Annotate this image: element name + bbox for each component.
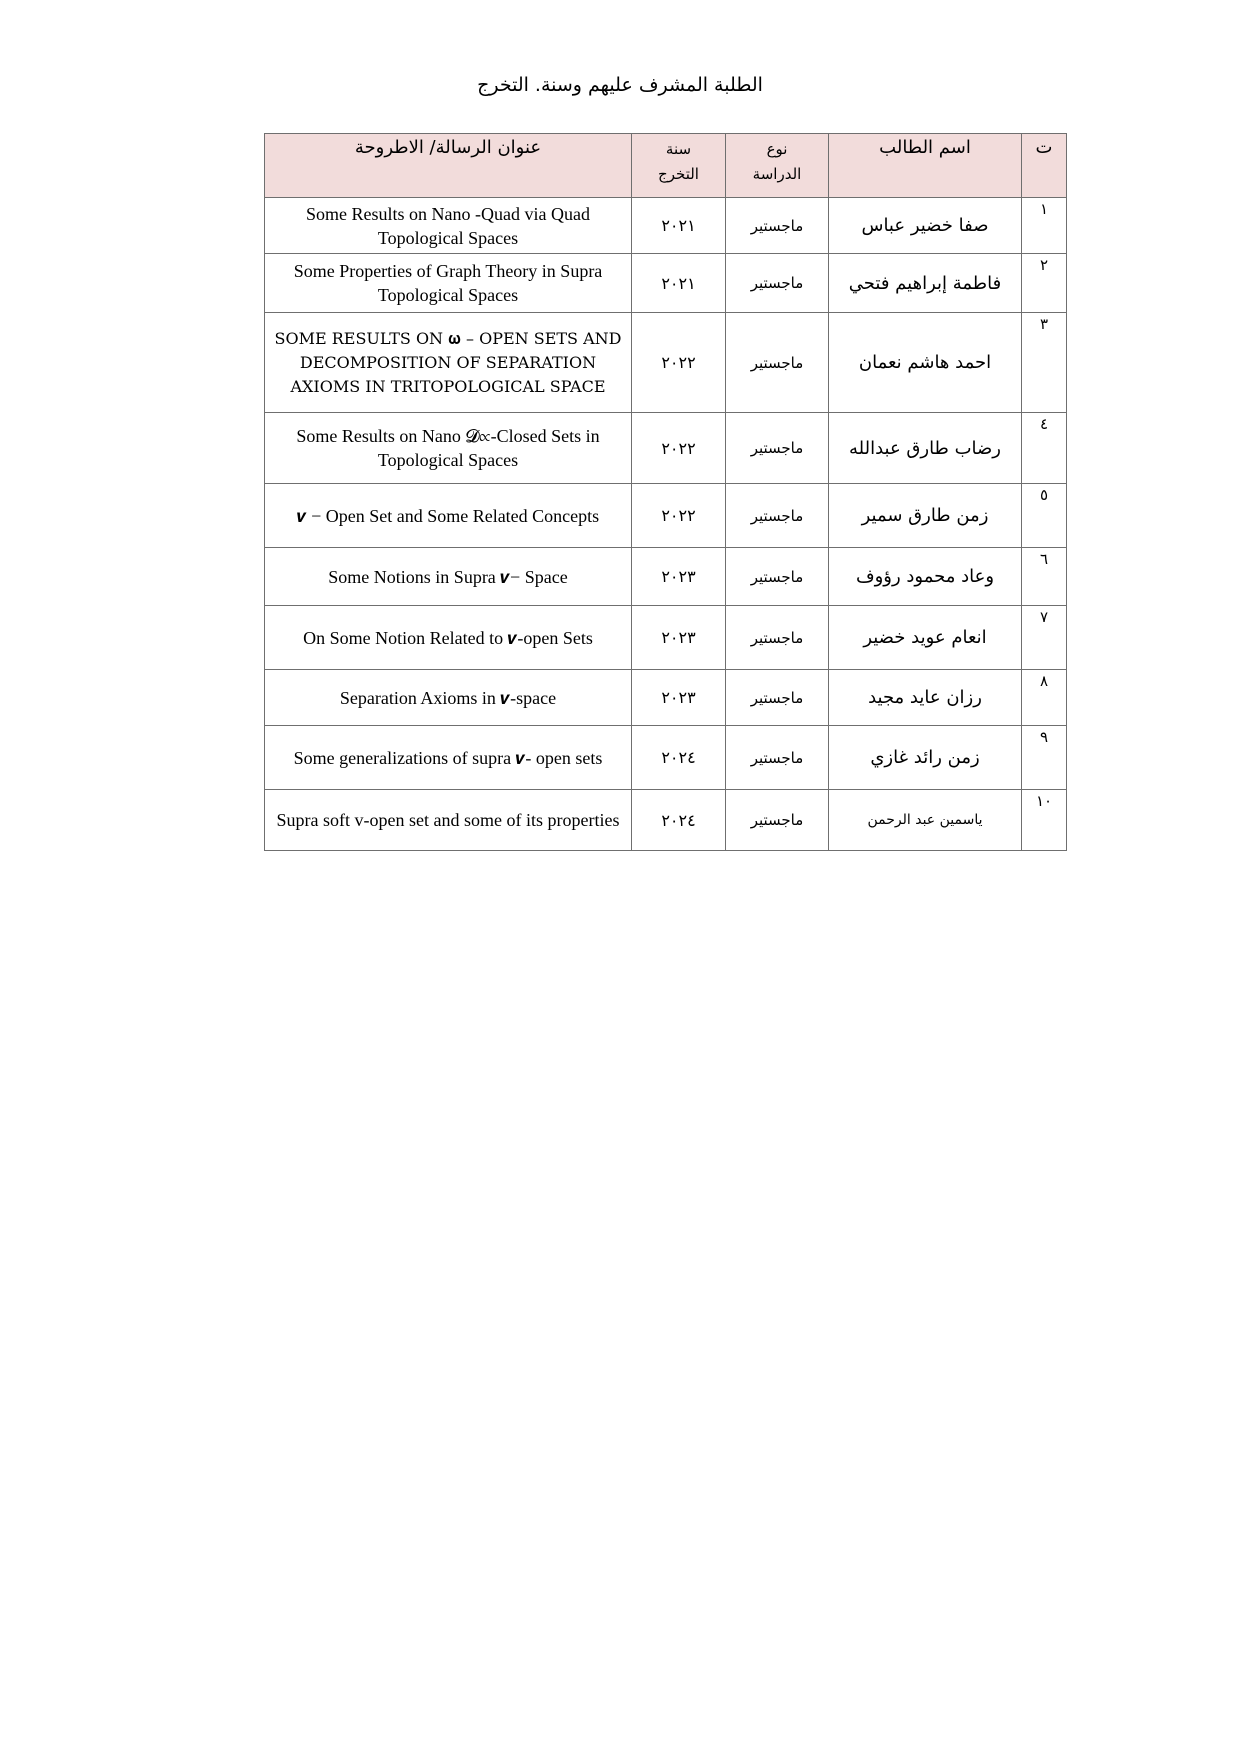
row-number: ٧: [1022, 606, 1067, 670]
graduation-year: ٢٠٢١: [632, 254, 726, 313]
thesis-title: Some Results on Nano 𝓓∝-Closed Sets in Topological Spaces: [265, 413, 632, 484]
row-number: ٣: [1022, 313, 1067, 413]
graduation-year: ٢٠٢٢: [632, 313, 726, 413]
study-type: ماجستير: [726, 413, 829, 484]
row-number: ١: [1022, 198, 1067, 254]
student-name: زمن طارق سمير: [829, 484, 1022, 548]
study-type: ماجستير: [726, 790, 829, 851]
row-number: ١٠: [1022, 790, 1067, 851]
row-number: ٦: [1022, 548, 1067, 606]
student-name: صفا خضير عباس: [829, 198, 1022, 254]
graduation-year: ٢٠٢٢: [632, 484, 726, 548]
thesis-title: Some generalizations of supra 𝒗- open sets: [265, 726, 632, 790]
table-row: [265, 413, 1067, 484]
header-study-type-line1: نوع: [766, 140, 788, 158]
header-graduation-year-line2: التخرج: [658, 165, 699, 183]
thesis-title: Separation Axioms in 𝒗-space: [265, 670, 632, 726]
study-type: ماجستير: [726, 484, 829, 548]
header-student-name: اسم الطالب: [829, 134, 1022, 198]
graduation-year: ٢٠٢٤: [632, 726, 726, 790]
thesis-title: On Some Notion Related to 𝒗-open Sets: [265, 606, 632, 670]
header-graduation-year: [632, 134, 726, 198]
table-row: [265, 670, 1067, 726]
row-number: ٢: [1022, 254, 1067, 313]
thesis-title: 𝒗 − Open Set and Some Related Concepts: [265, 484, 632, 548]
table-header-row: [265, 134, 1067, 198]
study-type: ماجستير: [726, 254, 829, 313]
header-thesis-title: عنوان الرسالة/ الاطروحة: [265, 134, 632, 198]
header-study-type: [726, 134, 829, 198]
row-number: ٥: [1022, 484, 1067, 548]
graduation-year: ٢٠٢٣: [632, 548, 726, 606]
graduation-year: ٢٠٢٣: [632, 670, 726, 726]
student-name: رضاب طارق عبدالله: [829, 413, 1022, 484]
graduation-year: ٢٠٢٤: [632, 790, 726, 851]
table-row: [265, 606, 1067, 670]
table-row: [265, 548, 1067, 606]
table-row: [265, 254, 1067, 313]
thesis-title: Some Properties of Graph Theory in Supra Topological Spaces: [265, 254, 632, 313]
student-name: ياسمين عبد الرحمن: [829, 790, 1022, 851]
study-type: ماجستير: [726, 198, 829, 254]
graduation-year: ٢٠٢١: [632, 198, 726, 254]
thesis-title: Some Notions in Supra 𝒗− Space: [265, 548, 632, 606]
thesis-title: Some Results on Nano -Quad via Quad Topological Spaces: [265, 198, 632, 254]
table-row: [265, 313, 1067, 413]
study-type: ماجستير: [726, 606, 829, 670]
page-title: الطلبة المشرف عليهم وسنة. التخرج: [477, 74, 763, 96]
graduation-year: ٢٠٢٣: [632, 606, 726, 670]
thesis-title: Supra soft v-open set and some of its properties: [265, 790, 632, 851]
row-number: ٩: [1022, 726, 1067, 790]
student-name: رزان عايد مجيد: [829, 670, 1022, 726]
student-name: فاطمة إبراهيم فتحي: [829, 254, 1022, 313]
student-name: زمن رائد غازي: [829, 726, 1022, 790]
table-row: [265, 726, 1067, 790]
header-num: ت: [1022, 134, 1067, 198]
thesis-title: SOME RESULTS ON 𝛚 – OPEN SETS AND DECOMPOSITION OF SEPARATION AXIOMS IN TRITOPOLOGICAL SPACE: [265, 313, 632, 413]
student-name: وعاد محمود رؤوف: [829, 548, 1022, 606]
student-name: انعام عويد خضير: [829, 606, 1022, 670]
student-name: احمد هاشم نعمان: [829, 313, 1022, 413]
study-type: ماجستير: [726, 548, 829, 606]
header-graduation-year-line1: سنة: [665, 140, 692, 158]
graduation-year: ٢٠٢٢: [632, 413, 726, 484]
study-type: ماجستير: [726, 670, 829, 726]
row-number: ٨: [1022, 670, 1067, 726]
table-row: [265, 484, 1067, 548]
study-type: ماجستير: [726, 313, 829, 413]
header-study-type-line2: الدراسة: [752, 165, 802, 183]
table-row: [265, 790, 1067, 851]
table-row: [265, 198, 1067, 254]
study-type: ماجستير: [726, 726, 829, 790]
supervised-students-table: [264, 133, 1067, 851]
row-number: ٤: [1022, 413, 1067, 484]
